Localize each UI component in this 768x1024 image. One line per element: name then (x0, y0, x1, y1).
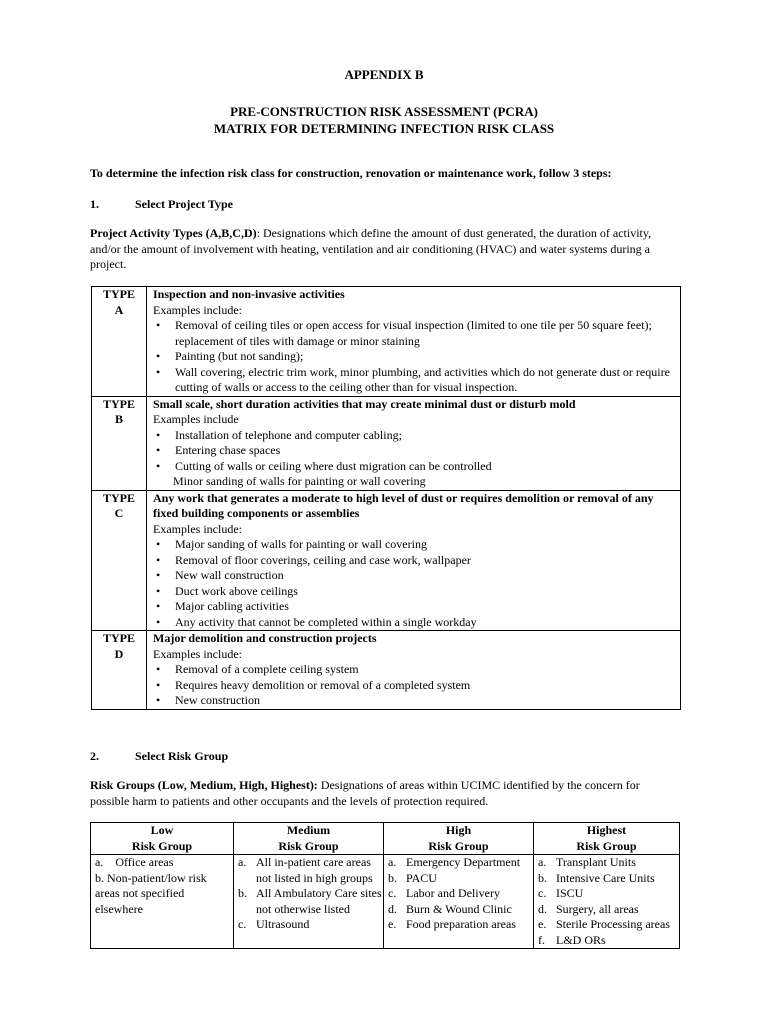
type-a-title: Inspection and non-invasive activities (153, 287, 345, 301)
list-item: • Entering chase spaces (153, 443, 676, 459)
project-types-table (91, 286, 681, 710)
step-1-number: 1. (90, 197, 99, 211)
table-row-type-b (92, 396, 681, 490)
list-item: b. All Ambulatory Care sites not otherwise listed (238, 886, 382, 916)
list-item: • Removal of ceiling tiles or open access for visual inspection (limited to one tile per 50 square feet); replacement of tiles with damage or minor staining (153, 318, 676, 349)
highest-risk-items (534, 855, 680, 949)
title-line-2: MATRIX FOR DETERMINING INFECTION RISK CLASS (213, 121, 555, 136)
list-item: a. Office areas (95, 855, 174, 869)
type-d-examples-label: Examples include: (153, 646, 242, 661)
type-b-extra-line: Minor sanding of walls for painting or wall covering (173, 474, 426, 488)
type-d-label: TYPE D (92, 631, 147, 710)
step-1-title: Select Project Type (135, 197, 233, 211)
list-item: • New construction (153, 693, 676, 709)
list-item: a. All in-patient care areas not listed in high groups (238, 855, 373, 885)
risk-items-row (91, 855, 680, 949)
title-line-1: PRE-CONSTRUCTION RISK ASSESSMENT (PCRA) (230, 104, 538, 119)
low-risk-items (91, 855, 234, 949)
type-a-examples-label: Examples include: (153, 302, 242, 317)
list-item: • Painting (but not sanding); (153, 349, 676, 365)
step-2-number: 2. (90, 749, 99, 763)
type-a-label: TYPE A (92, 287, 147, 397)
table-row-type-c (92, 490, 681, 631)
type-c-examples-label: Examples include: (153, 521, 242, 536)
list-item: d. Burn & Wound Clinic (388, 901, 512, 916)
type-b-label: TYPE B (92, 396, 147, 490)
list-item: • New wall construction (153, 568, 676, 584)
type-d-title: Major demolition and construction projects (153, 631, 377, 645)
project-types-definition (90, 226, 680, 273)
list-item: c. Ultrasound (238, 917, 310, 931)
project-types-text: : Designations which define the amount of dust generated, the duration of activity, and/or the amount of involvement with heating, ventilation and air conditioning (HVAC) and water systems during a project. (90, 226, 652, 271)
type-c-title: Any work that generates a moderate to high level of dust or requires demolition or removal of any fixed building components or assemblies (153, 490, 654, 520)
table-row-type-d (92, 631, 681, 710)
list-item: • Wall covering, electric trim work, minor plumbing, and activities which do not generate dust or require cutting of walls or access to the ceiling other than for visual inspection. (153, 365, 676, 396)
list-item: b. Non-patient/low risk areas not specified elsewhere (95, 870, 207, 916)
medium-risk-header: Medium Risk Group (234, 823, 384, 855)
risk-groups-text: Designations of areas within UCIMC identified by the concern for possible harm to patients and other occupants and the levels of protection required. (90, 778, 640, 808)
risk-header-row (91, 823, 680, 855)
step-2-heading (90, 749, 228, 765)
type-b-title: Small scale, short duration activities that may create minimal dust or disturb mold (153, 396, 576, 411)
type-d-description (147, 631, 681, 710)
list-item: • Cutting of walls or ceiling where dust migration can be controlled (153, 459, 676, 475)
risk-groups-definition (90, 778, 680, 809)
list-item: • Removal of floor coverings, ceiling and case work, wallpaper (153, 553, 676, 569)
appendix-heading: APPENDIX B (344, 67, 424, 82)
list-item: • Major sanding of walls for painting or wall covering (153, 537, 676, 553)
list-item: • Installation of telephone and computer cabling; (153, 428, 676, 444)
list-item: • Duct work above ceilings (153, 584, 676, 600)
risk-groups-label: Risk Groups (Low, Medium, High, Highest): (90, 778, 318, 792)
type-a-description (147, 287, 681, 397)
table-row-type-a (92, 287, 681, 397)
project-types-label: Project Activity Types (A,B,C,D) (90, 226, 257, 240)
step-1-heading (90, 197, 233, 213)
list-item: b. Intensive Care Units (538, 870, 655, 885)
list-item: a. Emergency Department (388, 855, 521, 869)
list-item: b. PACU (388, 870, 437, 885)
list-item: e. Food preparation areas (388, 917, 516, 931)
list-item: • Any activity that cannot be completed within a single workday (153, 615, 676, 631)
high-risk-header: High Risk Group (384, 823, 534, 855)
list-item: a. Transplant Units (538, 855, 636, 869)
list-item: e. Sterile Processing areas (538, 917, 670, 931)
list-item: d. Surgery, all areas (538, 901, 639, 916)
list-item: • Major cabling activities (153, 599, 676, 615)
list-item: c. Labor and Delivery (388, 886, 500, 900)
type-c-description (147, 490, 681, 631)
list-item: • Removal of a complete ceiling system (153, 662, 676, 678)
high-risk-items (384, 855, 534, 949)
type-c-label: TYPE C (92, 490, 147, 631)
list-item: f. L&D ORs (538, 932, 606, 947)
type-b-examples-label: Examples include (153, 412, 239, 426)
list-item: • Requires heavy demolition or removal of a completed system (153, 678, 676, 694)
risk-groups-table (90, 822, 680, 949)
medium-risk-items (234, 855, 384, 949)
type-b-description (147, 396, 681, 490)
step-2-title: Select Risk Group (135, 749, 229, 763)
intro-text: To determine the infection risk class for construction, renovation or maintenance work, follow 3 steps: (90, 166, 612, 180)
highest-risk-header: Highest Risk Group (534, 823, 680, 855)
low-risk-header: Low Risk Group (91, 823, 234, 855)
list-item: c. ISCU (538, 886, 584, 900)
